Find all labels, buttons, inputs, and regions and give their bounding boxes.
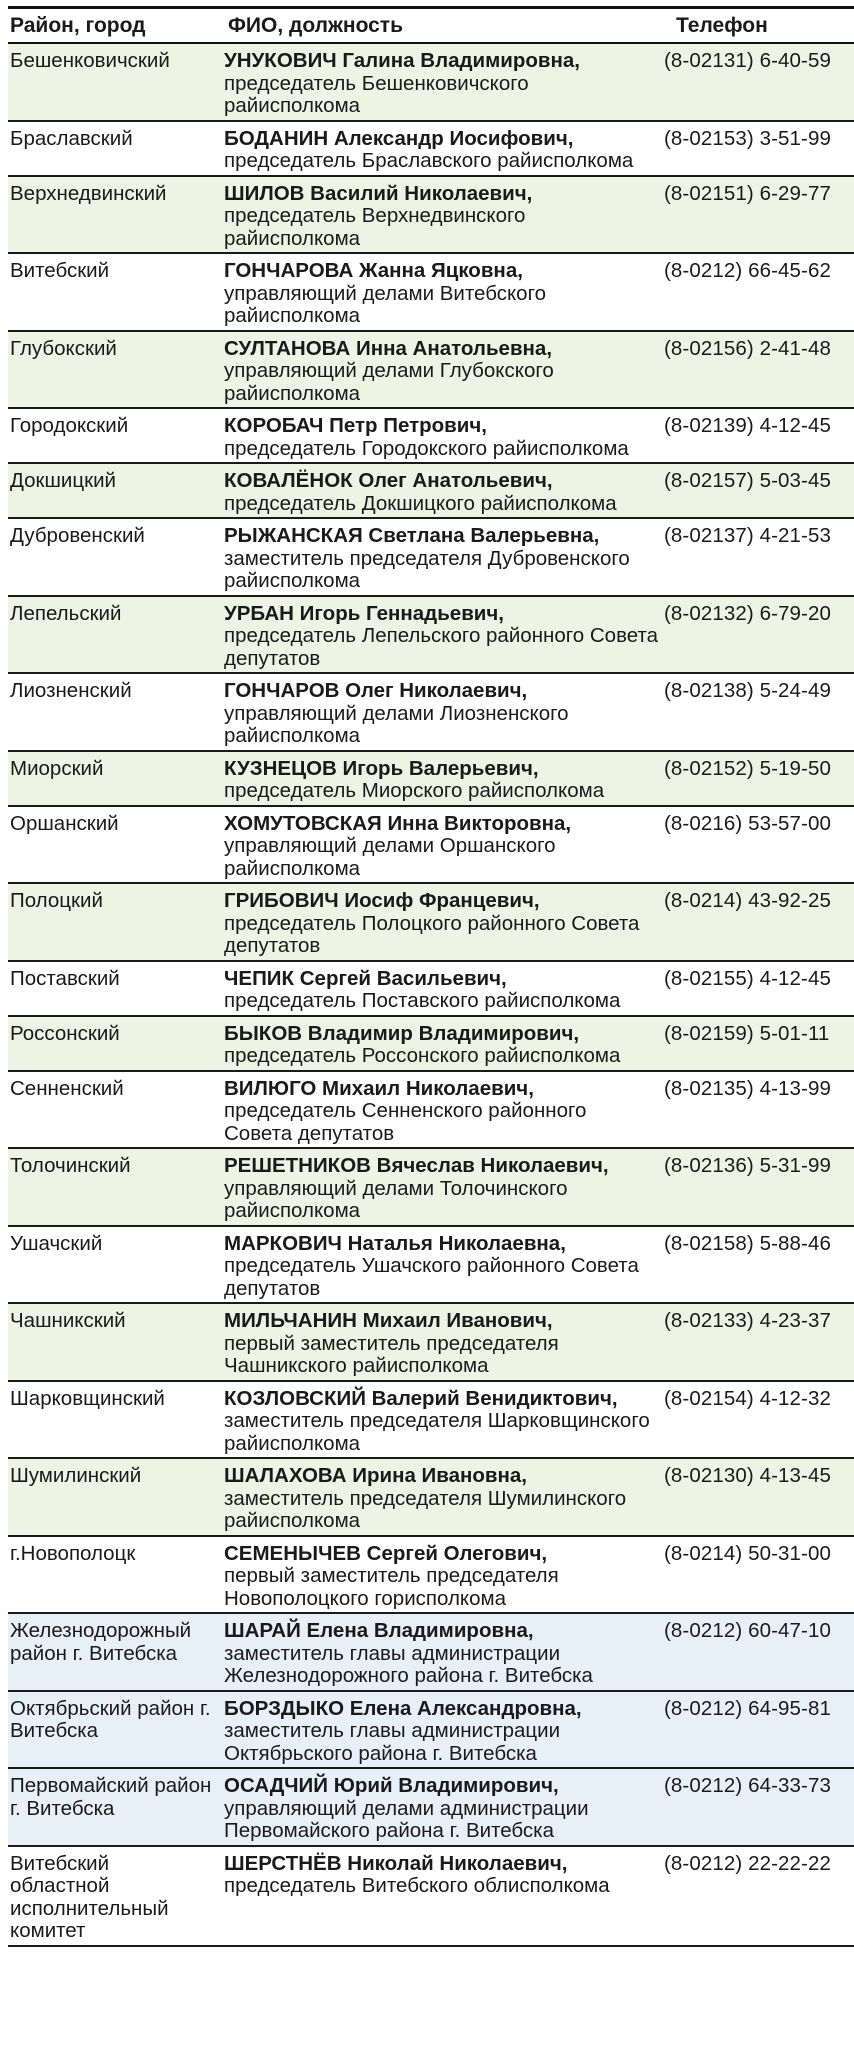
person-cell bbox=[216, 463, 660, 518]
district-cell: Ушачский bbox=[8, 1226, 216, 1304]
header-person: ФИО, должность bbox=[216, 8, 660, 44]
person-name: УНУКОВИЧ Галина Владимировна, bbox=[224, 49, 580, 72]
table-row bbox=[8, 518, 854, 596]
header-row bbox=[8, 8, 854, 44]
district-cell: Миорский bbox=[8, 751, 216, 806]
district-cell: Дубровенский bbox=[8, 518, 216, 596]
phone-cell: (8-02155) 4-12-45 bbox=[660, 961, 854, 1016]
person-position: заместитель главы администрации Железнодорожного района г. Витебска bbox=[224, 1641, 593, 1687]
phone-cell: (8-0212) 66-45-62 bbox=[660, 253, 854, 331]
district-cell: Браславский bbox=[8, 121, 216, 176]
person-position: председатель Браславского райисполкома bbox=[224, 149, 634, 172]
phone-cell: (8-0212) 64-33-73 bbox=[660, 1768, 854, 1846]
person-name: ГРИБОВИЧ Иосиф Францевич, bbox=[224, 889, 540, 912]
phone-cell: (8-02152) 5-19-50 bbox=[660, 751, 854, 806]
person-cell bbox=[216, 176, 660, 254]
person-name: КУЗНЕЦОВ Игорь Валерьевич, bbox=[224, 756, 539, 780]
district-cell: Железнодорожный район г. Витебска bbox=[8, 1613, 216, 1691]
person-name: ХОМУТОВСКАЯ Инна Викторовна, bbox=[224, 811, 572, 835]
table-row bbox=[8, 1303, 854, 1381]
person-position: управляющий делами Глубокского райисполкома bbox=[224, 359, 554, 405]
table-row bbox=[8, 1768, 854, 1846]
person-position: председатель Городокского райисполкома bbox=[224, 436, 629, 460]
person-name: ШАРАЙ Елена Владимировна, bbox=[224, 1619, 534, 1642]
phone-cell: (8-02132) 6-79-20 bbox=[660, 596, 854, 674]
phone-cell: (8-02151) 6-29-77 bbox=[660, 176, 854, 254]
person-cell bbox=[216, 518, 660, 596]
person-name: ШАЛАХОВА Ирина Ивановна, bbox=[224, 1464, 528, 1487]
table-row bbox=[8, 463, 854, 518]
district-cell: Витебский областной исполнительный комитет bbox=[8, 1846, 216, 1946]
person-position: председатель Докшицкого райисполкома bbox=[224, 491, 617, 515]
table-row bbox=[8, 1613, 854, 1691]
person-cell bbox=[216, 1148, 660, 1226]
phone-cell: (8-02159) 5-01-11 bbox=[660, 1016, 854, 1071]
person-cell bbox=[216, 1381, 660, 1459]
person-cell bbox=[216, 1691, 660, 1769]
table-row bbox=[8, 121, 854, 176]
person-position: управляющий делами Оршанского райисполкома bbox=[224, 834, 556, 880]
table-row bbox=[8, 43, 854, 121]
table-row bbox=[8, 1846, 854, 1946]
district-cell: Первомайский район г. Витебска bbox=[8, 1768, 216, 1846]
person-name: МИЛЬЧАНИН Михаил Иванович, bbox=[224, 1309, 553, 1332]
phone-cell: (8-02136) 5-31-99 bbox=[660, 1148, 854, 1226]
person-name: ГОНЧАРОВА Жанна Яцковна, bbox=[224, 259, 523, 282]
table-row bbox=[8, 1536, 854, 1614]
person-cell bbox=[216, 1071, 660, 1149]
phone-cell: (8-0212) 60-47-10 bbox=[660, 1613, 854, 1691]
table-row bbox=[8, 806, 854, 884]
person-name: СЕМЕНЫЧЕВ Сергей Олегович, bbox=[224, 1541, 548, 1565]
phone-cell: (8-02154) 4-12-32 bbox=[660, 1381, 854, 1459]
table-row bbox=[8, 1071, 854, 1149]
person-cell bbox=[216, 751, 660, 806]
phone-cell: (8-0212) 22-22-22 bbox=[660, 1846, 854, 1946]
table-row bbox=[8, 673, 854, 751]
person-name: БОРЗДЫКО Елена Александровна, bbox=[224, 1696, 582, 1720]
district-cell: Бешенковичский bbox=[8, 43, 216, 121]
person-name: КОРОБАЧ Петр Петрович, bbox=[224, 414, 487, 437]
header-district: Район, город bbox=[8, 8, 216, 44]
person-name: РЕШЕТНИКОВ Вячеслав Николаевич, bbox=[224, 1154, 609, 1177]
person-position: первый заместитель председателя Чашникского райисполкома bbox=[224, 1331, 559, 1377]
phone-cell: (8-02157) 5-03-45 bbox=[660, 463, 854, 518]
district-cell: Поставский bbox=[8, 961, 216, 1016]
person-cell bbox=[216, 883, 660, 961]
table-row bbox=[8, 596, 854, 674]
person-name: ЧЕПИК Сергей Васильевич, bbox=[224, 966, 507, 990]
person-position: управляющий делами Толочинского райисполкома bbox=[224, 1176, 568, 1222]
table-header bbox=[8, 8, 854, 44]
person-position: управляющий делами Лиозненского райисполкома bbox=[224, 701, 569, 747]
district-cell: Полоцкий bbox=[8, 883, 216, 961]
header-phone: Телефон bbox=[660, 8, 854, 44]
person-name: ОСАДЧИЙ Юрий Владимирович, bbox=[224, 1774, 559, 1797]
district-cell: Лепельский bbox=[8, 596, 216, 674]
district-cell: Лиозненский bbox=[8, 673, 216, 751]
person-cell bbox=[216, 253, 660, 331]
person-position: заместитель главы администрации Октябрьского района г. Витебска bbox=[224, 1719, 561, 1765]
district-cell: Шумилинский bbox=[8, 1458, 216, 1536]
person-name: СУЛТАНОВА Инна Анатольевна, bbox=[224, 336, 553, 360]
district-cell: Россонский bbox=[8, 1016, 216, 1071]
person-name: ВИЛЮГО Михаил Николаевич, bbox=[224, 1076, 534, 1100]
person-position: председатель Бешенковичского райисполкома bbox=[224, 71, 529, 117]
phone-cell: (8-02135) 4-13-99 bbox=[660, 1071, 854, 1149]
district-cell: Сенненский bbox=[8, 1071, 216, 1149]
phone-cell: (8-0216) 53-57-00 bbox=[660, 806, 854, 884]
person-name: МАРКОВИЧ Наталья Николаевна, bbox=[224, 1231, 566, 1255]
table-row bbox=[8, 883, 854, 961]
directory-table bbox=[8, 6, 854, 1947]
district-cell: Оршанский bbox=[8, 806, 216, 884]
person-cell bbox=[216, 1458, 660, 1536]
table-row bbox=[8, 1016, 854, 1071]
table-body bbox=[8, 43, 854, 1946]
person-name: ШИЛОВ Василий Николаевич, bbox=[224, 181, 533, 205]
district-cell: Глубокский bbox=[8, 331, 216, 409]
phone-cell: (8-0212) 64-95-81 bbox=[660, 1691, 854, 1769]
table-row bbox=[8, 1691, 854, 1769]
phone-cell: (8-02137) 4-21-53 bbox=[660, 518, 854, 596]
person-name: РЫЖАНСКАЯ Светлана Валерьевна, bbox=[224, 524, 600, 547]
person-cell bbox=[216, 596, 660, 674]
person-cell bbox=[216, 121, 660, 176]
phone-cell: (8-02133) 4-23-37 bbox=[660, 1303, 854, 1381]
person-name: УРБАН Игорь Геннадьевич, bbox=[224, 601, 504, 625]
phone-cell: (8-0214) 43-92-25 bbox=[660, 883, 854, 961]
person-cell bbox=[216, 43, 660, 121]
person-name: ГОНЧАРОВ Олег Николаевич, bbox=[224, 679, 528, 702]
district-cell: Верхнедвинский bbox=[8, 176, 216, 254]
person-name: ШЕРСТНЁВ Николай Николаевич, bbox=[224, 1851, 568, 1875]
person-position: председатель Миорского райисполкома bbox=[224, 779, 605, 802]
person-position: председатель Витебского облисполкома bbox=[224, 1874, 610, 1897]
table-row bbox=[8, 751, 854, 806]
phone-cell: (8-02130) 4-13-45 bbox=[660, 1458, 854, 1536]
person-position: председатель Верхнедвинского райисполкома bbox=[224, 204, 526, 250]
person-position: заместитель председателя Шарковщинского райисполкома bbox=[224, 1409, 650, 1455]
person-cell bbox=[216, 961, 660, 1016]
person-position: председатель Лепельского районного Совета депутатов bbox=[224, 624, 659, 670]
person-position: председатель Сенненского районного Совета депутатов bbox=[224, 1099, 587, 1145]
person-name: КОЗЛОВСКИЙ Валерий Венидиктович, bbox=[224, 1386, 618, 1410]
table-row bbox=[8, 176, 854, 254]
table-row bbox=[8, 1458, 854, 1536]
person-cell bbox=[216, 331, 660, 409]
district-cell: Толочинский bbox=[8, 1148, 216, 1226]
phone-cell: (8-02153) 3-51-99 bbox=[660, 121, 854, 176]
district-cell: Витебский bbox=[8, 253, 216, 331]
person-cell bbox=[216, 1303, 660, 1381]
person-name: БОДАНИН Александр Иосифович, bbox=[224, 126, 574, 150]
person-cell bbox=[216, 1536, 660, 1614]
district-cell: Шарковщинский bbox=[8, 1381, 216, 1459]
table-row bbox=[8, 1148, 854, 1226]
person-position: председатель Полоцкого районного Совета депутатов bbox=[224, 911, 640, 957]
district-cell: Чашникский bbox=[8, 1303, 216, 1381]
phone-cell: (8-02156) 2-41-48 bbox=[660, 331, 854, 409]
phone-cell: (8-02139) 4-12-45 bbox=[660, 408, 854, 463]
person-cell bbox=[216, 1613, 660, 1691]
person-position: первый заместитель председателя Новополоцкого горисполкома bbox=[224, 1564, 559, 1610]
phone-cell: (8-0214) 50-31-00 bbox=[660, 1536, 854, 1614]
person-name: КОВАЛЁНОК Олег Анатольевич, bbox=[224, 469, 553, 492]
contact-directory bbox=[8, 6, 854, 1947]
table-row bbox=[8, 961, 854, 1016]
district-cell: Городокский bbox=[8, 408, 216, 463]
district-cell: г.Новополоцк bbox=[8, 1536, 216, 1614]
person-position: заместитель председателя Дубровенского райисполкома bbox=[224, 546, 630, 592]
person-position: председатель Ушачского районного Совета депутатов bbox=[224, 1254, 639, 1300]
table-row bbox=[8, 331, 854, 409]
person-cell bbox=[216, 1226, 660, 1304]
district-cell: Докшицкий bbox=[8, 463, 216, 518]
person-cell bbox=[216, 673, 660, 751]
phone-cell: (8-02138) 5-24-49 bbox=[660, 673, 854, 751]
person-position: заместитель председателя Шумилинского райисполкома bbox=[224, 1486, 627, 1532]
person-cell bbox=[216, 1846, 660, 1946]
person-name: БЫКОВ Владимир Владимирович, bbox=[224, 1021, 580, 1045]
table-row bbox=[8, 1381, 854, 1459]
person-cell bbox=[216, 806, 660, 884]
person-position: управляющий делами администрации Первомайского района г. Витебска bbox=[224, 1796, 589, 1842]
phone-cell: (8-02158) 5-88-46 bbox=[660, 1226, 854, 1304]
table-row bbox=[8, 253, 854, 331]
person-position: председатель Поставского райисполкома bbox=[224, 989, 621, 1012]
person-cell bbox=[216, 1016, 660, 1071]
district-cell: Октябрьский район г. Витебска bbox=[8, 1691, 216, 1769]
person-position: управляющий делами Витебского райисполкома bbox=[224, 281, 547, 327]
phone-cell: (8-02131) 6-40-59 bbox=[660, 43, 854, 121]
person-cell bbox=[216, 1768, 660, 1846]
person-cell bbox=[216, 408, 660, 463]
table-row bbox=[8, 1226, 854, 1304]
person-position: председатель Россонского райисполкома bbox=[224, 1044, 621, 1067]
table-row bbox=[8, 408, 854, 463]
